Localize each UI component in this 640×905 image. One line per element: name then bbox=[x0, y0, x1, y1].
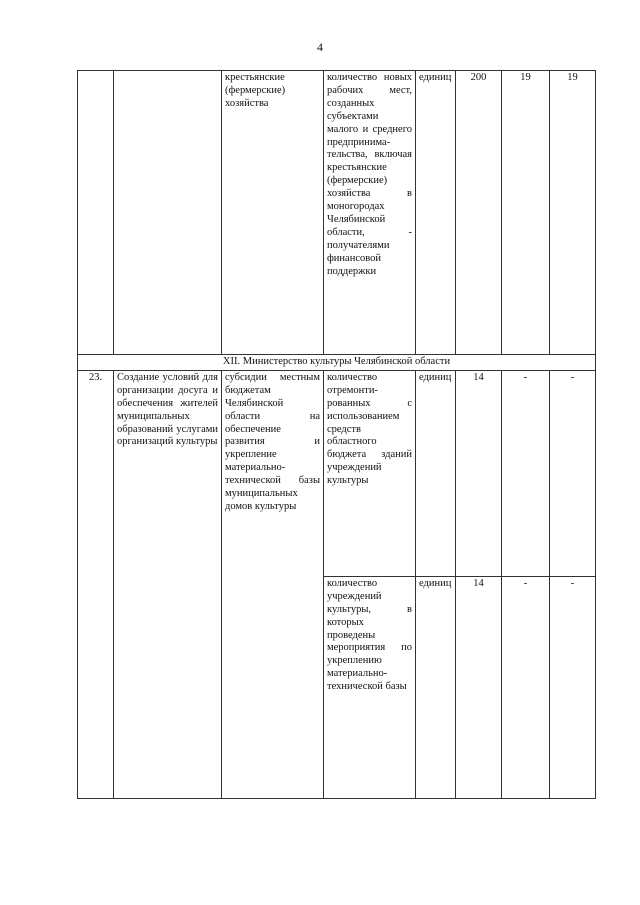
value-cell-1: 14 bbox=[456, 576, 502, 798]
unit-cell: единиц bbox=[416, 370, 456, 576]
unit-cell: единиц bbox=[416, 71, 456, 355]
indicator-cell: количество новых рабочих мест, созданных субъектами малого и среднего предпринимательства, включая крестьянские (фермерские) хозяйства в моногородах Челябинской области, - получателями финансовой поддержки bbox=[324, 71, 416, 355]
activity-cell: Создание условий для организации досуга и обеспечения жителей муниципальных образований услугами организаций культуры bbox=[114, 370, 222, 798]
row-number-cell: 23. bbox=[78, 370, 114, 798]
value-cell-2: 19 bbox=[502, 71, 550, 355]
page-number: 4 bbox=[317, 40, 323, 54]
value-cell-3: - bbox=[550, 576, 596, 798]
subsidy-cell: крестьянские (фермерские) хозяйства bbox=[222, 71, 324, 355]
value-cell-3: - bbox=[550, 370, 596, 576]
unit-cell: единиц bbox=[416, 576, 456, 798]
value-cell-1: 200 bbox=[456, 71, 502, 355]
section-header-row bbox=[78, 355, 596, 371]
program-table bbox=[77, 70, 596, 799]
table-row-continuation bbox=[78, 71, 596, 355]
value-cell-2: - bbox=[502, 576, 550, 798]
indicator-cell: количество учреждений культуры, в которых проведены мероприятия по укреплению материально-технической базы bbox=[324, 576, 416, 798]
indicator-cell: количество отремонтированных с использованием средств областного бюджета зданий учреждений культуры bbox=[324, 370, 416, 576]
section-header: XII. Министерство культуры Челябинской области bbox=[78, 355, 596, 371]
activity-cell bbox=[114, 71, 222, 355]
value-cell-1: 14 bbox=[456, 370, 502, 576]
subsidy-cell: субсидии местным бюджетам Челябинской области на обеспечение развития и укрепление материально-технической базы муниципальных домов культуры bbox=[222, 370, 324, 798]
value-cell-2: - bbox=[502, 370, 550, 576]
row-number-cell bbox=[78, 71, 114, 355]
value-cell-3: 19 bbox=[550, 71, 596, 355]
table-row-23a bbox=[78, 370, 596, 576]
